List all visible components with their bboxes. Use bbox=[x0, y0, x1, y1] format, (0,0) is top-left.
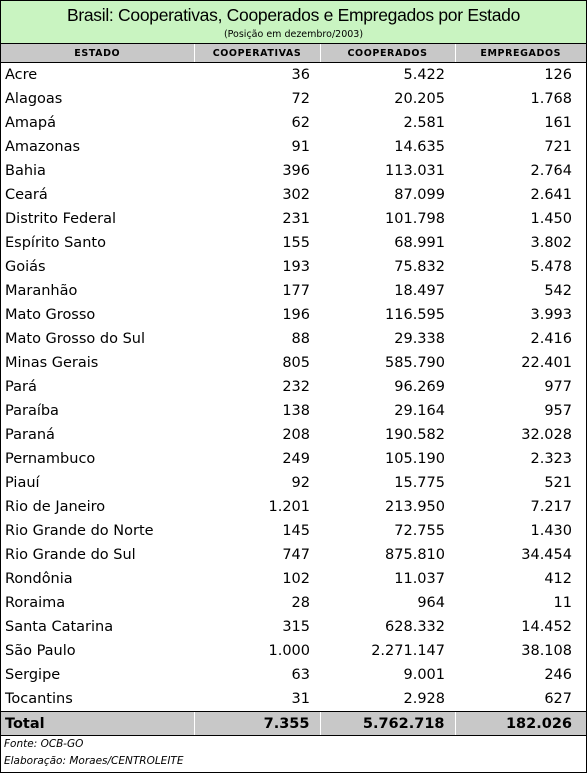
cell-cooperativas: 747 bbox=[282, 547, 310, 563]
cell-cooperados: 101.798 bbox=[385, 211, 445, 227]
cell-estado: Rondônia bbox=[5, 571, 73, 587]
cell-cooperados: 585.790 bbox=[385, 355, 445, 371]
cell-cooperativas: 28 bbox=[291, 595, 310, 611]
cell-cooperados: 68.991 bbox=[394, 235, 445, 251]
cell-estado: Acre bbox=[5, 67, 38, 83]
cell-empregados: 542 bbox=[544, 283, 572, 299]
cell-cooperados: 2.581 bbox=[403, 115, 445, 131]
page-title: Brasil: Cooperativas, Cooperados e Empregados por Estado bbox=[66, 5, 521, 25]
cell-cooperativas: 31 bbox=[291, 691, 310, 707]
cell-empregados: 246 bbox=[544, 667, 572, 683]
table-body bbox=[1, 63, 586, 712]
cell-cooperativas: 177 bbox=[282, 283, 310, 299]
cell-empregados: 5.478 bbox=[530, 259, 572, 275]
cell-estado: Espírito Santo bbox=[5, 235, 106, 251]
table-row bbox=[1, 639, 586, 663]
cell-estado: Pernambuco bbox=[5, 451, 96, 467]
cooperativas-table bbox=[1, 44, 586, 736]
table-row bbox=[1, 303, 586, 327]
cell-estado: Amapá bbox=[5, 115, 57, 131]
column-header-empregados: EMPREGADOS bbox=[455, 44, 586, 63]
cell-cooperados: 116.595 bbox=[385, 307, 445, 323]
cell-empregados: 3.802 bbox=[530, 235, 572, 251]
cell-estado: Rio Grande do Sul bbox=[5, 547, 136, 563]
cell-cooperativas: 231 bbox=[282, 211, 310, 227]
cell-estado: Distrito Federal bbox=[5, 211, 117, 227]
cell-cooperativas: 102 bbox=[282, 571, 310, 587]
table-row bbox=[1, 519, 586, 543]
cell-cooperativas: 91 bbox=[291, 139, 310, 155]
cell-cooperados: 113.031 bbox=[385, 163, 445, 179]
cell-empregados: 1.768 bbox=[530, 91, 572, 107]
cell-empregados: 957 bbox=[544, 403, 572, 419]
cell-empregados: 1.450 bbox=[530, 211, 572, 227]
cell-estado: Santa Catarina bbox=[5, 619, 114, 635]
cell-estado: Mato Grosso do Sul bbox=[5, 331, 146, 347]
table-row bbox=[1, 687, 586, 712]
table-row bbox=[1, 207, 586, 231]
cell-cooperativas: 145 bbox=[282, 523, 310, 539]
cell-estado: Minas Gerais bbox=[5, 355, 99, 371]
cell-estado: Paraíba bbox=[5, 403, 59, 419]
table-row bbox=[1, 663, 586, 687]
cell-empregados: 627 bbox=[544, 691, 572, 707]
cell-empregados: 521 bbox=[544, 475, 572, 491]
elaboration-note: Elaboração: Moraes/CENTROLEITE bbox=[4, 755, 184, 767]
table-row bbox=[1, 135, 586, 159]
table-row bbox=[1, 495, 586, 519]
column-header-cooperativas: COOPERATIVAS bbox=[194, 44, 320, 63]
cell-empregados: 2.323 bbox=[530, 451, 572, 467]
cell-estado: Rio Grande do Norte bbox=[5, 523, 154, 539]
column-header-estado: ESTADO bbox=[1, 44, 194, 63]
total-cooperados: 5.762.718 bbox=[320, 712, 455, 736]
cell-empregados: 412 bbox=[544, 571, 572, 587]
cell-cooperados: 2.271.147 bbox=[371, 643, 445, 659]
cell-cooperativas: 88 bbox=[291, 331, 310, 347]
cell-estado: Tocantins bbox=[5, 691, 73, 707]
table-row bbox=[1, 399, 586, 423]
cell-cooperados: 29.164 bbox=[394, 403, 445, 419]
total-row bbox=[1, 712, 586, 736]
cell-empregados: 3.993 bbox=[530, 307, 572, 323]
cell-estado: Pará bbox=[5, 379, 37, 395]
table-row bbox=[1, 159, 586, 183]
table-row bbox=[1, 87, 586, 111]
cell-estado: Paraná bbox=[5, 427, 55, 443]
cell-cooperados: 628.332 bbox=[385, 619, 445, 635]
cell-cooperativas: 302 bbox=[282, 187, 310, 203]
cell-cooperados: 190.582 bbox=[385, 427, 445, 443]
cell-empregados: 126 bbox=[544, 67, 572, 83]
cell-estado: Ceará bbox=[5, 187, 48, 203]
cell-cooperados: 5.422 bbox=[403, 67, 445, 83]
total-label: Total bbox=[1, 712, 194, 736]
cell-cooperativas: 193 bbox=[282, 259, 310, 275]
cell-empregados: 2.641 bbox=[530, 187, 572, 203]
cell-cooperados: 20.205 bbox=[394, 91, 445, 107]
cell-cooperados: 15.775 bbox=[394, 475, 445, 491]
cell-estado: São Paulo bbox=[5, 643, 76, 659]
cell-empregados: 14.452 bbox=[521, 619, 572, 635]
table-row bbox=[1, 279, 586, 303]
cell-empregados: 2.416 bbox=[530, 331, 572, 347]
cell-cooperativas: 249 bbox=[282, 451, 310, 467]
table-row bbox=[1, 63, 586, 88]
cell-empregados: 1.430 bbox=[530, 523, 572, 539]
cell-cooperativas: 1.201 bbox=[268, 499, 310, 515]
cell-cooperativas: 208 bbox=[282, 427, 310, 443]
cell-cooperados: 14.635 bbox=[394, 139, 445, 155]
cell-empregados: 161 bbox=[544, 115, 572, 131]
table-row bbox=[1, 423, 586, 447]
table-row bbox=[1, 255, 586, 279]
cell-estado: Sergipe bbox=[5, 667, 61, 683]
cell-cooperados: 72.755 bbox=[394, 523, 445, 539]
cell-cooperados: 11.037 bbox=[394, 571, 445, 587]
cell-estado: Alagoas bbox=[5, 91, 63, 107]
cell-empregados: 34.454 bbox=[521, 547, 572, 563]
cell-cooperativas: 92 bbox=[291, 475, 310, 491]
table-row bbox=[1, 183, 586, 207]
cell-cooperativas: 62 bbox=[291, 115, 310, 131]
cell-estado: Maranhão bbox=[5, 283, 78, 299]
table-row bbox=[1, 591, 586, 615]
cell-cooperados: 75.832 bbox=[394, 259, 445, 275]
cell-cooperados: 9.001 bbox=[403, 667, 445, 683]
cell-estado: Piauí bbox=[5, 475, 40, 491]
cell-cooperados: 29.338 bbox=[394, 331, 445, 347]
cell-cooperados: 18.497 bbox=[394, 283, 445, 299]
table-row bbox=[1, 231, 586, 255]
cell-cooperados: 105.190 bbox=[385, 451, 445, 467]
cell-cooperados: 964 bbox=[417, 595, 445, 611]
column-header-cooperados: COOPERADOS bbox=[320, 44, 455, 63]
cell-cooperativas: 805 bbox=[282, 355, 310, 371]
header-row bbox=[1, 44, 586, 63]
cell-estado: Rio de Janeiro bbox=[5, 499, 106, 515]
total-cooperativas: 7.355 bbox=[194, 712, 320, 736]
cell-estado: Mato Grosso bbox=[5, 307, 96, 323]
cell-cooperativas: 36 bbox=[291, 67, 310, 83]
table-row bbox=[1, 471, 586, 495]
cell-cooperativas: 1.000 bbox=[268, 643, 310, 659]
table-notes bbox=[1, 736, 586, 773]
cell-estado: Goiás bbox=[5, 259, 46, 275]
cell-estado: Roraima bbox=[5, 595, 66, 611]
cell-cooperados: 96.269 bbox=[394, 379, 445, 395]
page-subtitle: (Posição em dezembro/2003) bbox=[223, 29, 364, 40]
cell-cooperativas: 196 bbox=[282, 307, 310, 323]
cell-cooperativas: 155 bbox=[282, 235, 310, 251]
cell-cooperativas: 232 bbox=[282, 379, 310, 395]
table-row bbox=[1, 351, 586, 375]
cell-empregados: 7.217 bbox=[530, 499, 572, 515]
table-row bbox=[1, 543, 586, 567]
cell-cooperativas: 315 bbox=[282, 619, 310, 635]
cell-cooperativas: 138 bbox=[282, 403, 310, 419]
cell-empregados: 32.028 bbox=[521, 427, 572, 443]
table-row bbox=[1, 447, 586, 471]
table-row bbox=[1, 111, 586, 135]
cell-cooperados: 87.099 bbox=[394, 187, 445, 203]
cell-empregados: 721 bbox=[544, 139, 572, 155]
title-banner bbox=[1, 0, 586, 44]
source-note: Fonte: OCB-GO bbox=[4, 738, 84, 750]
cell-estado: Bahia bbox=[5, 163, 46, 179]
table-row bbox=[1, 375, 586, 399]
table-row bbox=[1, 615, 586, 639]
table-row bbox=[1, 567, 586, 591]
cell-cooperativas: 396 bbox=[282, 163, 310, 179]
cell-empregados: 2.764 bbox=[530, 163, 572, 179]
total-empregados: 182.026 bbox=[455, 712, 586, 736]
cell-cooperativas: 63 bbox=[291, 667, 310, 683]
cell-cooperados: 2.928 bbox=[403, 691, 445, 707]
cell-cooperados: 875.810 bbox=[385, 547, 445, 563]
cell-cooperados: 213.950 bbox=[385, 499, 445, 515]
cell-empregados: 977 bbox=[544, 379, 572, 395]
cell-cooperativas: 72 bbox=[291, 91, 310, 107]
cell-estado: Amazonas bbox=[5, 139, 81, 155]
cell-empregados: 38.108 bbox=[521, 643, 572, 659]
cell-empregados: 11 bbox=[553, 595, 572, 611]
cell-empregados: 22.401 bbox=[521, 355, 572, 371]
table-row bbox=[1, 327, 586, 351]
